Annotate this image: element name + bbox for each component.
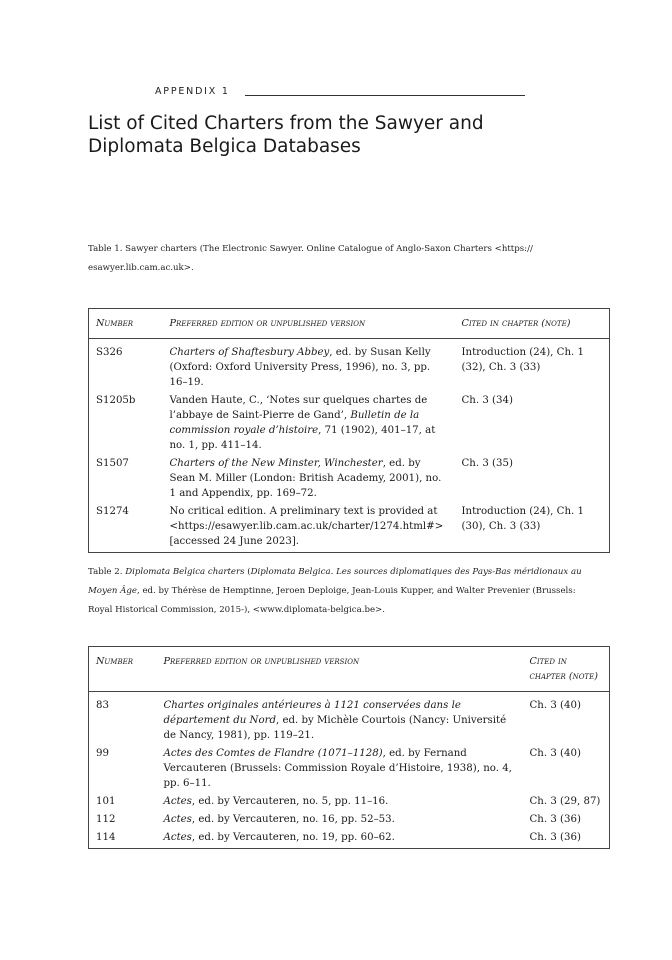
table2-caption-mid: ( [244,567,251,577]
row-edition [163,393,455,456]
row-number: S326 [96,347,123,358]
edition-title: Chartes originales antérieures à 1121 conservées dans le département du Nord [163,700,461,726]
appendix-label: APPENDIX 1 [155,86,230,97]
table1-header-cited: Cited in chapter (note) [455,309,610,339]
table2-header-cited: Cited in chapter (note) [523,647,610,692]
table2-caption-prefix: Table 2. [88,567,126,577]
table-row [89,456,610,504]
row-edition [163,339,455,394]
table2-header-edition: Preferred edition or unpublished version [157,647,523,692]
edition-title: Charters of Shaftesbury Abbey [169,347,330,358]
row-edition [157,812,523,830]
table1-header-number: Number [89,309,163,339]
table-row [89,692,610,747]
edition-title: Bulletin de la commission royale d’histoire [169,410,420,436]
table-row [89,830,610,849]
edition-details: , ed. by Vercauteren, no. 19, pp. 60–62. [191,832,395,843]
row-number: 101 [96,796,116,807]
table-row [89,393,610,456]
row-number: S1205b [96,395,136,406]
row-cited: Ch. 3 (40) [529,700,581,711]
table1-header-edition: Preferred edition or unpublished version [163,309,455,339]
edition-title: Actes [163,832,192,843]
edition-details: , ed. by Sean M. Miller (London: British Academy, 2001), no. 1 and Appendix, pp. 169–72. [169,458,442,499]
row-number: 114 [96,832,116,843]
page-title-line-1: List of Cited Charters from the Sawyer and [88,113,484,134]
row-edition [163,456,455,504]
table1-caption-prefix: Table 1. Sawyer charters (The Electronic Sawyer. Online Catalogue of Anglo-Saxon Charters <https:// [88,244,533,254]
table-row [89,812,610,830]
row-number: S1274 [96,506,129,517]
row-edition [157,746,523,794]
row-cited: Ch. 3 (40) [529,748,581,759]
table2-caption-italic-1: Diplomata Belgica charters [125,567,245,577]
edition-title: Actes [163,796,192,807]
edition-title: Actes [163,814,192,825]
edition-details: , ed. by Fernand Vercauteren (Brussels: Commission Royale d’Histoire, 1938), no. 4, pp. 6–11. [163,748,512,789]
row-cited: Introduction (24), Ch. 1 (30), Ch. 3 (33) [461,506,584,532]
table2-header-number: Number [89,647,157,692]
row-cited: Ch. 3 (34) [461,395,513,406]
row-edition [157,794,523,812]
table2-caption-italic-2: Diplomata Belgica. Les sources diplomatiques des Pays-Bas méridionaux au Moyen Âge [88,567,582,596]
edition-author: Vanden Haute, C., ‘Notes sur quelques chartes de l’abbaye de Saint-Pierre de Gand’, [169,395,428,421]
row-number: 99 [96,748,109,759]
edition-details: , ed. by Michèle Courtois (Nancy: Université de Nancy, 1981), pp. 119–21. [163,715,507,741]
edition-title: Charters of the New Minster, Winchester [169,458,383,469]
row-cited: Ch. 3 (36) [529,832,581,843]
table1-header-row [89,309,610,339]
edition-details: , ed. by Vercauteren, no. 5, pp. 11–16. [191,796,389,807]
table2-header-row [89,647,610,692]
table2 [88,646,610,849]
row-number: S1507 [96,458,129,469]
edition-details: , ed. by Vercauteren, no. 16, pp. 52–53. [191,814,395,825]
table-row [89,504,610,553]
table1 [88,308,610,553]
page-title-line-2: Diplomata Belgica Databases [88,136,361,157]
table1-caption-suffix: esawyer.lib.cam.ac.uk>. [88,263,194,273]
table-row [89,746,610,794]
page-title [88,112,588,158]
row-cited: Ch. 3 (29, 87) [529,796,601,807]
row-number: 112 [96,814,116,825]
row-number: 83 [96,700,109,711]
table-row [89,339,610,394]
table2-caption-rest: , ed. by Thérèse de Hemptinne, Jeroen Deploige, Jean-Louis Kupper, and Walter Prevenier (Brussels: Royal Historical Commission, 2015-), <www.diplomata-belgica.be>. [88,586,576,615]
appendix-rule [245,95,525,96]
row-cited: Ch. 3 (36) [529,814,581,825]
row-edition [157,830,523,849]
edition-details: , 71 (1902), 401–17, at no. 1, pp. 411–14. [169,425,436,451]
table1-caption [88,240,588,278]
row-edition: No critical edition. A preliminary text is provided at <https://esawyer.lib.cam.ac.uk/charter/1274.html#> [accessed 24 June 2023]. [169,506,444,547]
edition-details: , ed. by Susan Kelly (Oxford: Oxford University Press, 1996), no. 3, pp. 16–19. [169,347,431,388]
row-cited: Introduction (24), Ch. 1 (32), Ch. 3 (33) [461,347,584,373]
appendix-header [155,86,525,102]
row-cited: Ch. 3 (35) [461,458,513,469]
edition-title: Actes des Comtes de Flandre (1071–1128) [163,748,383,759]
row-edition [157,692,523,747]
table2-caption [88,563,588,620]
table-row [89,794,610,812]
